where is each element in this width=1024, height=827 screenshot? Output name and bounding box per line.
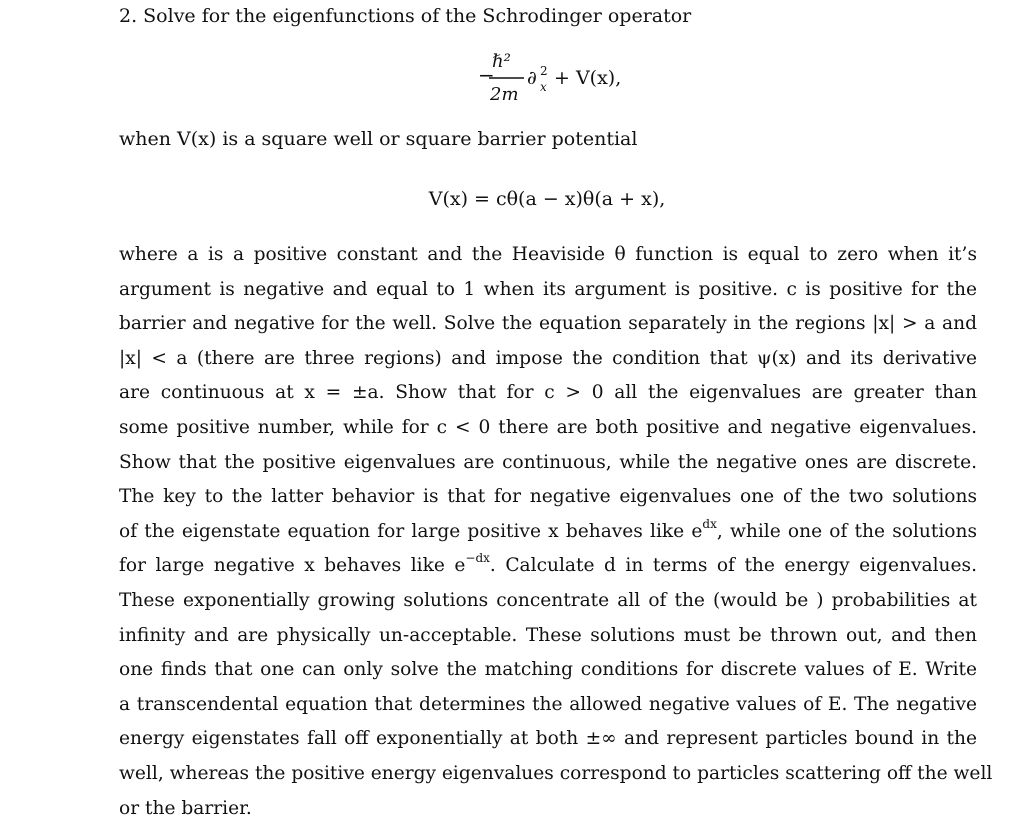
body-line-3: barrier and negative for the well. Solve the equation separately in the regions |x| > a and [119,313,977,335]
body-line-7: Show that the positive eigenvalues are continuous, while the negative ones are discrete. [119,451,977,473]
operator-denominator: 2m [490,84,519,105]
body-line-16: well, whereas the positive energy eigenvalues correspond to particles scattering off the well [119,762,993,784]
body-line-17: or the barrier. [119,797,252,819]
body-line-9: of the eigenstate equation for large positive x behaves like $e^{dx}$, while one of the solutions [119,516,977,542]
body-line-14: a transcendental equation that determines the allowed negative values of E. The negative [119,693,977,715]
problem-heading: 2. Solve for the eigenfunctions of the Schrodinger operator [119,5,692,27]
body-line-2: argument is negative and equal to 1 when its argument is positive. c is positive for the [119,278,977,300]
operator-partial: ∂ [527,67,537,89]
operator-numerator: ℏ² [492,51,511,72]
body-line-11: These exponentially growing solutions concentrate all of the (would be ) probabilities at [119,589,977,611]
body-line-1: where a is a positive constant and the Heaviside θ function is equal to zero when it’s [119,244,977,265]
body-line-5: are continuous at x = ±a. Show that for c > 0 all the eigenvalues are greater than [119,382,977,404]
body-line-4: |x| < a (there are three regions) and impose the condition that ψ(x) and its derivative [119,347,977,369]
body-line-15: energy eigenstates fall off exponentially at both ±∞ and represent particles bound in the [119,728,977,750]
potential-intro: when V(x) is a square well or square barrier potential [119,128,638,150]
body-line-10: for large negative x behaves like $e^{-dx}$. Calculate d in terms of the energy eigenvalues. [119,551,977,577]
operator-partial-sub: x [540,80,547,94]
problem-body [119,238,993,826]
operator-partial-sup: 2 [540,64,548,78]
body-line-12: infinity and are physically un-acceptable. These solutions must be thrown out, and then [119,624,977,646]
potential-equation: V(x) = cθ(a − x)θ(a + x), [428,188,666,210]
body-line-13: one finds that one can only solve the matching conditions for discrete values of E. Write [119,659,977,681]
body-line-8: The key to the latter behavior is that for negative eigenvalues one of the two solutions [119,486,977,508]
body-line-6: some positive number, while for c < 0 there are both positive and negative eigenvalues. [119,416,977,438]
operator-equation [478,48,678,108]
operator-minus: − [478,63,495,87]
operator-rest: + V(x), [554,67,622,89]
